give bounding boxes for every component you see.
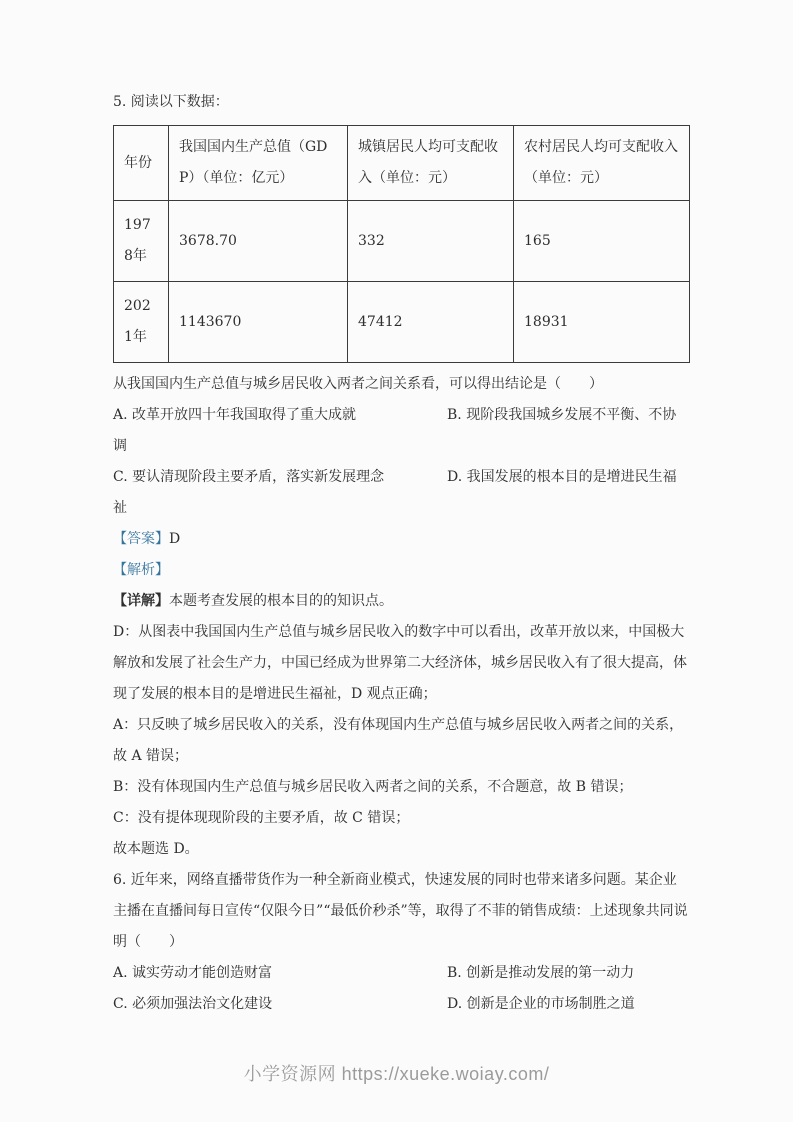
table-row-2021 — [114, 282, 690, 363]
q6-options-row-cd — [113, 989, 689, 1020]
table-row-1978 — [114, 201, 690, 282]
q6-option-d: D. 创新是企业的市场制胜之道 — [447, 996, 635, 1012]
answer-label: 【答案】 — [113, 531, 169, 547]
footer-watermark: 小学资源网 https://xueke.woiay.com/ — [243, 1064, 550, 1084]
q6-option-c: C. 必须加强法治文化建设 — [113, 996, 273, 1012]
detail-line — [113, 586, 689, 617]
analysis-line — [113, 555, 689, 586]
analysis-label: 【解析】 — [113, 562, 169, 578]
q6-option-b: B. 创新是推动发展的第一动力 — [447, 965, 635, 981]
analysis-conclusion: 故本题选 D。 — [113, 841, 199, 857]
table-header-row — [114, 126, 690, 201]
table-cell-rural: 165 — [514, 201, 690, 282]
analysis-point-b: B：没有体现国内生产总值与城乡居民收入两者之间的关系，不合题意，故 B 错误； — [113, 779, 633, 795]
q5-options-row-cd — [113, 462, 689, 524]
table-header-rural: 农村居民人均可支配收入（单位：元） — [514, 126, 690, 201]
detail-intro: 本题考查发展的根本目的的知识点。 — [169, 593, 393, 609]
q5-stem: 从我国国内生产总值与城乡居民收入两者之间关系看，可以得出结论是（ ） — [113, 376, 603, 392]
table-cell-year: 1978年 — [114, 201, 169, 282]
q6-options-row-ab — [113, 958, 689, 989]
table-cell-urban: 47412 — [348, 282, 514, 363]
detail-label: 【详解】 — [113, 593, 169, 609]
q5-option-c: C. 要认清现阶段主要矛盾，落实新发展理念 — [113, 469, 385, 485]
answer-line — [113, 524, 689, 555]
answer-value: D — [169, 531, 181, 547]
table-cell-gdp: 3678.70 — [169, 201, 348, 282]
table-cell-rural: 18931 — [514, 282, 690, 363]
analysis-point-a: A：只反映了城乡居民收入的关系，没有体现国内生产总值与城乡居民收入两者之间的关系，故 A 错误； — [113, 717, 684, 764]
table-header-urban: 城镇居民人均可支配收入（单位：元） — [348, 126, 514, 201]
q5-option-d: D. 我国发展的根本目的是增进民生福祉 — [113, 469, 677, 516]
q5-option-a: A. 改革开放四十年我国取得了重大成就 — [113, 407, 357, 423]
analysis-point-c: C：没有提体现现阶段的主要矛盾，故 C 错误； — [113, 810, 410, 826]
table-header-gdp: 我国国内生产总值（GDP）（单位：亿元） — [169, 126, 348, 201]
q5-intro: 5. 阅读以下数据： — [113, 94, 229, 110]
analysis-point-d: D：从图表中我国国内生产总值与城乡居民收入的数字中可以看出，改革开放以来，中国极大解放和发展了社会生产力，中国已经成为世界第二大经济体，城乡居民收入有了很大提高，体现了发展的根本目的是增进民生福祉，D 观点正确； — [113, 624, 687, 702]
q6-stem: 6. 近年来，网络直播带货作为一种全新商业模式，快速发展的同时也带来诸多问题。某企业主播在直播间每日宣传“仅限今日”“最低价秒杀”等，取得了不菲的销售成绩：上述现象共同说明（ ） — [113, 872, 688, 950]
table-header-year: 年份 — [114, 126, 169, 201]
table-cell-urban: 332 — [348, 201, 514, 282]
q5-data-table — [113, 125, 690, 363]
document-page — [113, 87, 689, 1020]
table-cell-gdp: 1143670 — [169, 282, 348, 363]
q6-option-a: A. 诚实劳动才能创造财富 — [113, 965, 273, 981]
table-cell-year: 2021年 — [114, 282, 169, 363]
q5-options-row-ab — [113, 400, 689, 462]
q5-option-b: B. 现阶段我国城乡发展不平衡、不协调 — [113, 407, 677, 454]
